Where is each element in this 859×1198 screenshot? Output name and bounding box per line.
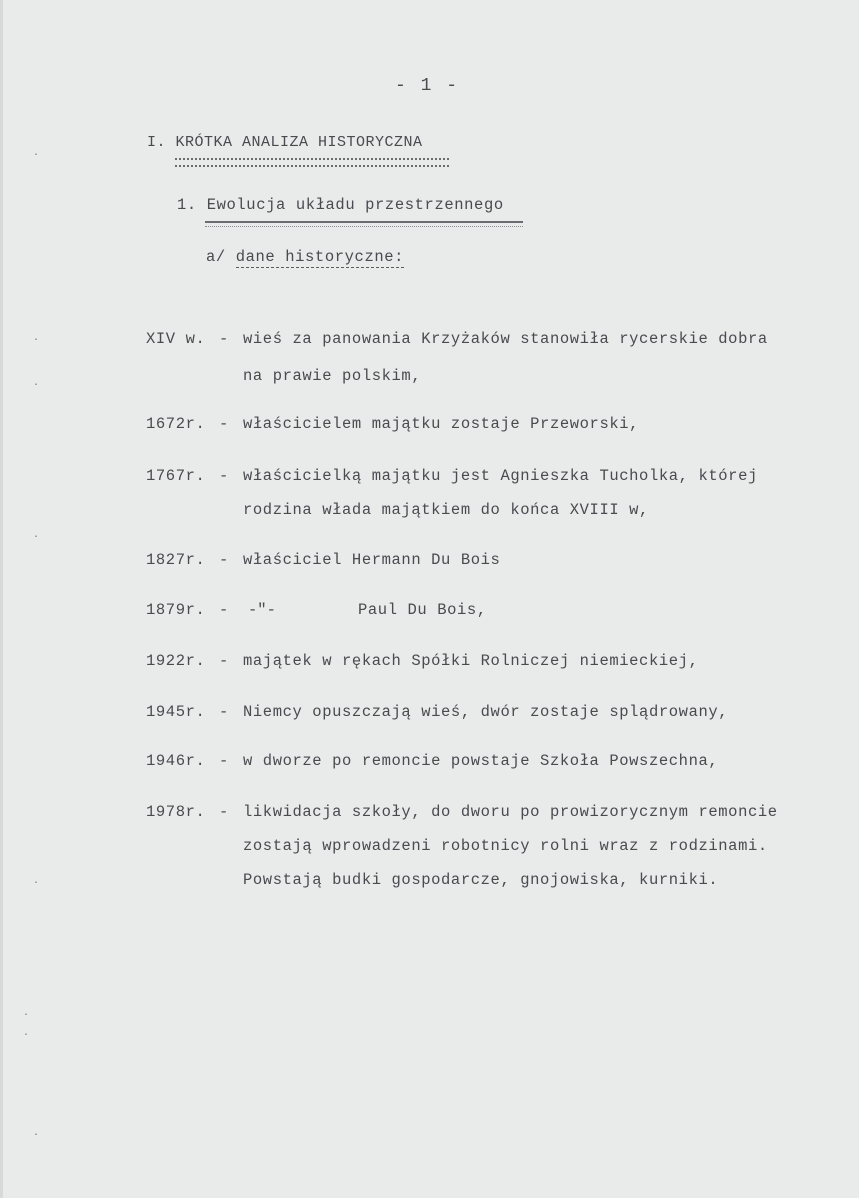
- entry-dash: -: [219, 330, 229, 348]
- entry-year: 1946r.: [146, 752, 206, 770]
- entry-year: 1879r.: [146, 601, 206, 619]
- subsection-title: [206, 248, 404, 266]
- entry-dash: -: [219, 415, 229, 433]
- section-underline-dotted: [205, 226, 523, 227]
- entry-year: XIV w.: [146, 330, 206, 348]
- page-number: - 1 -: [395, 76, 460, 96]
- margin-speck: ·: [33, 335, 40, 346]
- entry-year: 1672r.: [146, 415, 206, 433]
- margin-speck: ·: [33, 150, 40, 161]
- ditto-mark: -"-: [248, 601, 276, 619]
- entry-text: Niemcy opuszczają wieś, dwór zostaje splądrowany,: [243, 703, 729, 721]
- margin-speck: ·: [33, 532, 40, 543]
- entry-dash: -: [219, 601, 229, 619]
- entry-text: w dworze po remoncie powstaje Szkoła Powszechna,: [243, 752, 719, 770]
- entry-text: na prawie polskim,: [243, 367, 422, 385]
- margin-speck: ·: [33, 380, 40, 391]
- heading-double-underline: [175, 158, 449, 167]
- margin-speck: ·: [33, 1130, 40, 1141]
- entry-dash: -: [219, 467, 229, 485]
- entry-text: zostają wprowadzeni robotnicy rolni wraz z rodzinami.: [243, 837, 768, 855]
- entry-text: Paul Du Bois,: [358, 601, 487, 619]
- margin-speck: ·: [33, 878, 40, 889]
- entry-dash: -: [219, 551, 229, 569]
- section-title: 1. Ewolucja układu przestrzennego: [177, 196, 504, 214]
- entry-text: majątek w rękach Spółki Rolniczej niemieckiej,: [243, 652, 699, 670]
- chapter-heading: I. KRÓTKA ANALIZA HISTORYCZNA: [147, 134, 423, 151]
- subsection-label: dane historyczne:: [235, 248, 405, 266]
- entry-dash: -: [219, 752, 229, 770]
- entry-text: właściciel Hermann Du Bois: [243, 551, 501, 569]
- entry-dash: -: [219, 703, 229, 721]
- entry-year: 1767r.: [146, 467, 206, 485]
- section-underline: [205, 221, 523, 223]
- entry-text: właścicielką majątku jest Agnieszka Tucholka, której: [243, 467, 758, 485]
- entry-year: 1978r.: [146, 803, 206, 821]
- entry-year: 1945r.: [146, 703, 206, 721]
- entry-text: wieś za panowania Krzyżaków stanowiła rycerskie dobra: [243, 330, 768, 348]
- margin-speck: ·: [23, 1010, 30, 1021]
- subsection-prefix: a/: [206, 248, 226, 266]
- entry-year: 1827r.: [146, 551, 206, 569]
- entry-text: likwidacja szkoły, do dworu po prowizorycznym remoncie: [243, 803, 778, 821]
- margin-speck: ·: [23, 1030, 30, 1041]
- entry-text: rodzina włada majątkiem do końca XVIII w,: [243, 501, 649, 519]
- entry-text: właścicielem majątku zostaje Przeworski,: [243, 415, 640, 433]
- entry-dash: -: [219, 652, 229, 670]
- entry-dash: -: [219, 803, 229, 821]
- entry-text: Powstają budki gospodarcze, gnojowiska, kurniki.: [243, 871, 719, 889]
- entry-year: 1922r.: [146, 652, 206, 670]
